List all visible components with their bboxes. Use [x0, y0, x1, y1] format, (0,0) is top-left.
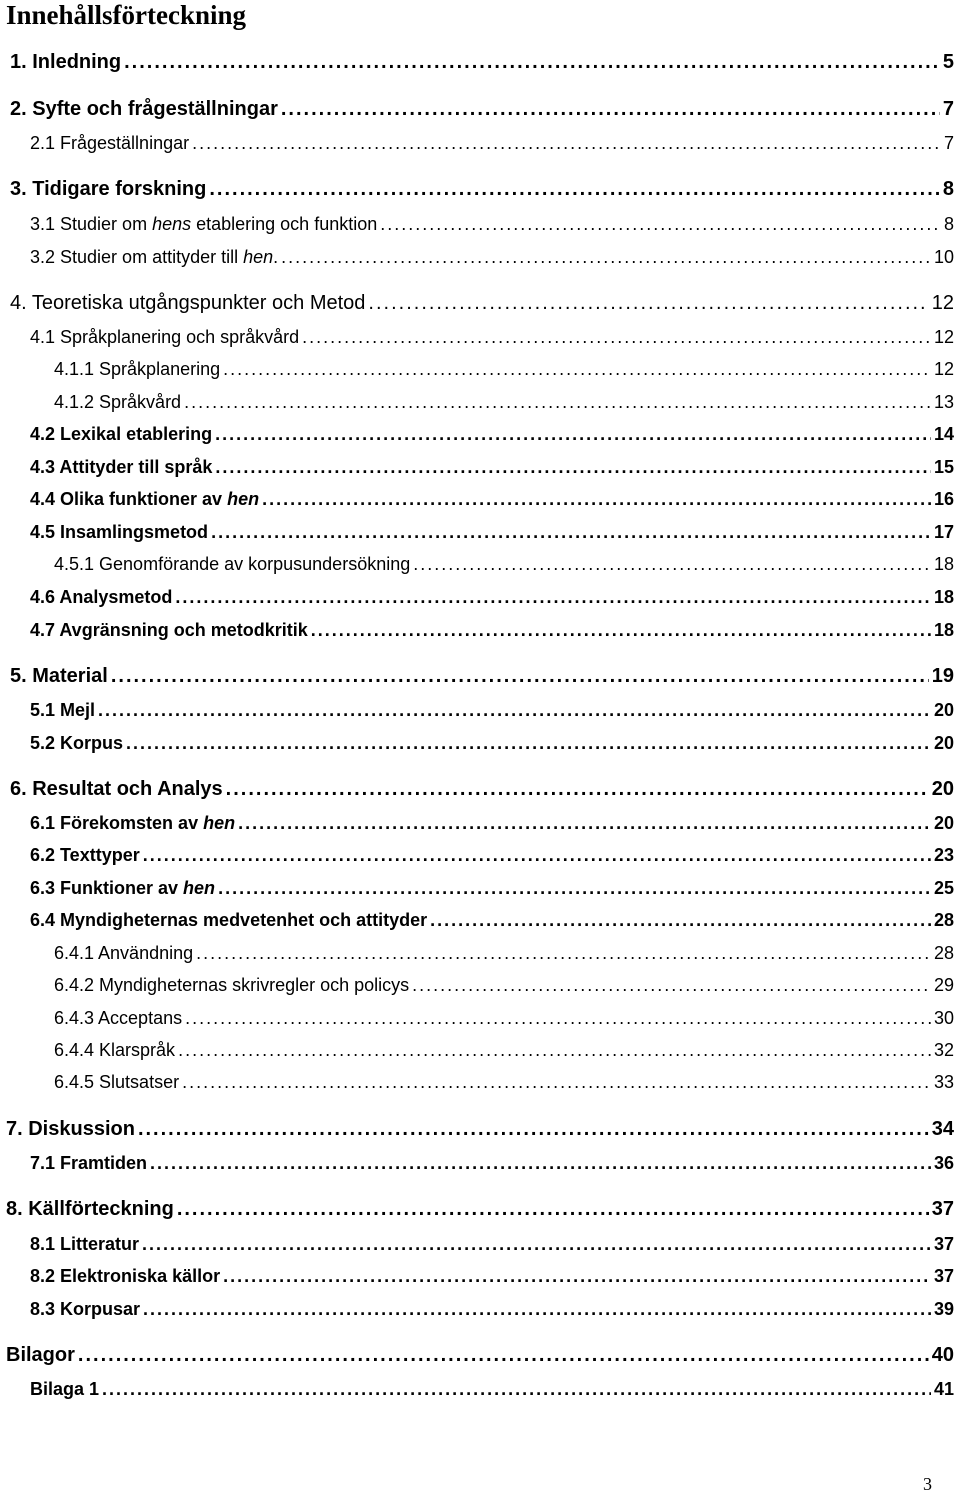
toc-entry-title: 8.3 Korpusar	[30, 1299, 141, 1319]
toc-entry-3-tidigare-forskning[interactable]	[10, 178, 954, 204]
toc-entry-8-2[interactable]	[30, 1266, 954, 1290]
toc-entry-4-5[interactable]	[30, 522, 954, 546]
toc-heading: Innehållsförteckning	[6, 0, 247, 30]
dot-leader	[215, 424, 931, 445]
toc-entry-title: 7.1 Framtiden	[30, 1153, 148, 1173]
toc-entry-2-1[interactable]	[30, 133, 954, 157]
toc-entry-title: 1. Inledning	[10, 51, 122, 73]
dot-leader	[209, 178, 940, 201]
toc-entry-6-4-3[interactable]	[54, 1008, 954, 1032]
dot-leader	[218, 878, 931, 899]
toc-entry-title: 4. Teoretiska utgångspunkter och Metod	[10, 292, 366, 314]
dot-leader	[142, 1234, 931, 1255]
toc-entry-page: 15	[933, 457, 954, 477]
dot-leader	[184, 392, 931, 413]
toc-entry-title: 3.2 Studier om attityder till hen.	[30, 247, 279, 267]
toc-entry-8-3[interactable]	[30, 1299, 954, 1323]
toc-entry-title: 3. Tidigare forskning	[10, 178, 207, 200]
toc-entry-page: 5	[942, 51, 954, 73]
toc-entry-6-4-4[interactable]	[54, 1040, 954, 1064]
toc-entry-4-5-1[interactable]	[54, 554, 954, 578]
toc-entry-title: 4.2 Lexikal etablering	[30, 424, 213, 444]
toc-entry-title: 6.4.5 Slutsatser	[54, 1072, 180, 1092]
toc-entry-title: 6.3 Funktioner av hen	[30, 878, 216, 898]
toc-entry-title: Bilaga 1	[30, 1379, 100, 1399]
toc-entry-page: 37	[931, 1198, 954, 1220]
toc-entry-title: 5. Material	[10, 665, 108, 687]
toc-entry-bilagor[interactable]	[6, 1344, 954, 1370]
dot-leader	[182, 1072, 931, 1093]
toc-entry-6-4-2[interactable]	[54, 975, 954, 999]
toc-entry-page: 20	[933, 700, 954, 720]
toc-entry-title: 2. Syfte och frågeställningar	[10, 98, 278, 120]
toc-entry-bilaga-1[interactable]	[30, 1379, 954, 1403]
toc-entry-5-1[interactable]	[30, 700, 954, 724]
dot-leader	[281, 247, 931, 268]
toc-entry-page: 37	[933, 1266, 954, 1286]
dot-leader	[138, 1118, 929, 1141]
toc-entry-page: 14	[933, 424, 954, 444]
toc-entry-4-4[interactable]	[30, 489, 954, 513]
toc-entry-title: 8. Källförteckning	[6, 1198, 174, 1220]
toc-entry-title: 4.5 Insamlingsmetod	[30, 522, 209, 542]
dot-leader	[380, 214, 941, 235]
dot-leader	[143, 1299, 931, 1320]
toc-entry-page: 28	[933, 943, 954, 963]
toc-entry-page: 8	[943, 214, 954, 234]
toc-entry-6-4[interactable]	[30, 910, 954, 934]
toc-entry-page: 8	[942, 178, 954, 200]
toc-entry-title: 2.1 Frågeställningar	[30, 133, 190, 153]
toc-entry-title: 3.1 Studier om hens etablering och funktion	[30, 214, 378, 234]
dot-leader	[311, 620, 931, 641]
dot-leader	[111, 665, 929, 688]
toc-entry-4-teoretiska[interactable]	[10, 292, 954, 318]
toc-entry-page: 12	[933, 327, 954, 347]
toc-entry-page: 20	[933, 813, 954, 833]
toc-entry-page: 37	[933, 1234, 954, 1254]
toc-entry-4-1[interactable]	[30, 327, 954, 351]
toc-entry-page: 30	[933, 1008, 954, 1028]
toc-entry-4-1-2[interactable]	[54, 392, 954, 416]
toc-entry-3-1[interactable]	[30, 214, 954, 238]
toc-entry-title: 5.1 Mejl	[30, 700, 96, 720]
dot-leader	[192, 133, 941, 154]
toc-entry-title: 6.4.2 Myndigheternas skrivregler och policys	[54, 975, 410, 995]
toc-entry-title: 6.4.1 Användning	[54, 943, 194, 963]
dot-leader	[124, 51, 940, 74]
toc-entry-page: 18	[933, 587, 954, 607]
toc-entry-4-1-1[interactable]	[54, 359, 954, 383]
toc-entry-page: 25	[933, 878, 954, 898]
dot-leader	[281, 98, 940, 121]
dot-leader	[223, 359, 931, 380]
toc-entry-page: 16	[933, 489, 954, 509]
toc-entry-page: 18	[933, 620, 954, 640]
dot-leader	[150, 1153, 931, 1174]
toc-entry-page: 36	[933, 1153, 954, 1173]
toc-entry-page: 19	[931, 665, 954, 687]
dot-leader	[175, 587, 931, 608]
toc-entry-4-7[interactable]	[30, 620, 954, 644]
toc-entry-8-kallforteckning[interactable]	[6, 1198, 954, 1224]
toc-entry-page: 41	[933, 1379, 954, 1399]
toc-entry-title: 4.1 Språkplanering och språkvård	[30, 327, 300, 347]
toc-entry-page: 7	[943, 133, 954, 153]
dot-leader	[185, 1008, 931, 1029]
toc-entry-page: 10	[933, 247, 954, 267]
toc-entry-3-2[interactable]	[30, 247, 954, 271]
toc-entry-title: 6.2 Texttyper	[30, 845, 140, 865]
dot-leader	[211, 522, 931, 543]
toc-entry-page: 28	[933, 910, 954, 930]
toc-entry-1-inledning[interactable]	[10, 51, 954, 77]
toc-entry-7-1[interactable]	[30, 1153, 954, 1177]
dot-leader	[215, 457, 931, 478]
toc-entry-title: 6.1 Förekomsten av hen	[30, 813, 236, 833]
toc-entry-page: 13	[933, 392, 954, 412]
dot-leader	[177, 1198, 929, 1221]
toc-entry-6-4-5[interactable]	[54, 1072, 954, 1096]
dot-leader	[102, 1379, 931, 1400]
toc-entry-title: 6.4.4 Klarspråk	[54, 1040, 176, 1060]
toc-entry-6-2[interactable]	[30, 845, 954, 869]
dot-leader	[143, 845, 931, 866]
dot-leader	[223, 1266, 931, 1287]
dot-leader	[413, 554, 931, 575]
dot-leader	[226, 778, 929, 801]
dot-leader	[78, 1344, 929, 1367]
toc-entry-page: 20	[933, 733, 954, 753]
toc-entry-title: 6. Resultat och Analys	[10, 778, 223, 800]
toc-entry-page: 18	[933, 554, 954, 574]
toc-entry-page: 12	[931, 292, 954, 314]
dot-leader	[178, 1040, 931, 1061]
toc-entry-title: 4.7 Avgränsning och metodkritik	[30, 620, 308, 640]
toc-entry-title: 4.4 Olika funktioner av hen	[30, 489, 260, 509]
toc-entry-title: Bilagor	[6, 1344, 75, 1366]
toc-entry-4-3[interactable]	[30, 457, 954, 481]
dot-leader	[412, 975, 931, 996]
toc-entry-title: 4.1.2 Språkvård	[54, 392, 182, 412]
toc-entry-page: 34	[931, 1118, 954, 1140]
toc-entry-page: 32	[933, 1040, 954, 1060]
toc-entry-4-2[interactable]	[30, 424, 954, 448]
toc-entry-page: 20	[931, 778, 954, 800]
dot-leader	[98, 700, 931, 721]
toc-entry-title: 4.5.1 Genomförande av korpusundersökning	[54, 554, 411, 574]
dot-leader	[430, 910, 931, 931]
toc-entry-title: 4.3 Attityder till språk	[30, 457, 213, 477]
toc-entry-page: 23	[933, 845, 954, 865]
toc-entry-6-resultat[interactable]	[10, 778, 954, 804]
toc-entry-7-diskussion[interactable]	[6, 1118, 954, 1144]
toc-entry-title: 5.2 Korpus	[30, 733, 124, 753]
toc-entry-page: 39	[933, 1299, 954, 1319]
toc-entry-page: 40	[931, 1344, 954, 1366]
dot-leader	[302, 327, 931, 348]
toc-entry-title: 6.4.3 Acceptans	[54, 1008, 183, 1028]
toc-entry-title: 7. Diskussion	[6, 1118, 135, 1140]
dot-leader	[196, 943, 931, 964]
toc-entry-title: 6.4 Myndigheternas medvetenhet och attityder	[30, 910, 428, 930]
toc-entry-title: 4.1.1 Språkplanering	[54, 359, 221, 379]
toc-entry-5-2[interactable]	[30, 733, 954, 757]
toc-entry-title: 8.1 Litteratur	[30, 1234, 140, 1254]
dot-leader	[368, 292, 928, 315]
toc-entry-page: 12	[933, 359, 954, 379]
dot-leader	[126, 733, 931, 754]
page-number: 3	[923, 1474, 932, 1494]
toc-entry-title: 8.2 Elektroniska källor	[30, 1266, 221, 1286]
toc-entry-4-6[interactable]	[30, 587, 954, 611]
toc-entry-5-material[interactable]	[10, 665, 954, 691]
toc-entry-title: 4.6 Analysmetod	[30, 587, 173, 607]
toc-entry-page: 33	[933, 1072, 954, 1092]
toc-entry-8-1[interactable]	[30, 1234, 954, 1258]
dot-leader	[262, 489, 931, 510]
toc-entry-page: 7	[942, 98, 954, 120]
toc-entry-page: 29	[933, 975, 954, 995]
toc-entry-page: 17	[933, 522, 954, 542]
toc-entry-6-4-1[interactable]	[54, 943, 954, 967]
toc-entry-6-1[interactable]	[30, 813, 954, 837]
toc-entry-2-syfte[interactable]	[10, 98, 954, 124]
dot-leader	[238, 813, 931, 834]
toc-entry-6-3[interactable]	[30, 878, 954, 902]
